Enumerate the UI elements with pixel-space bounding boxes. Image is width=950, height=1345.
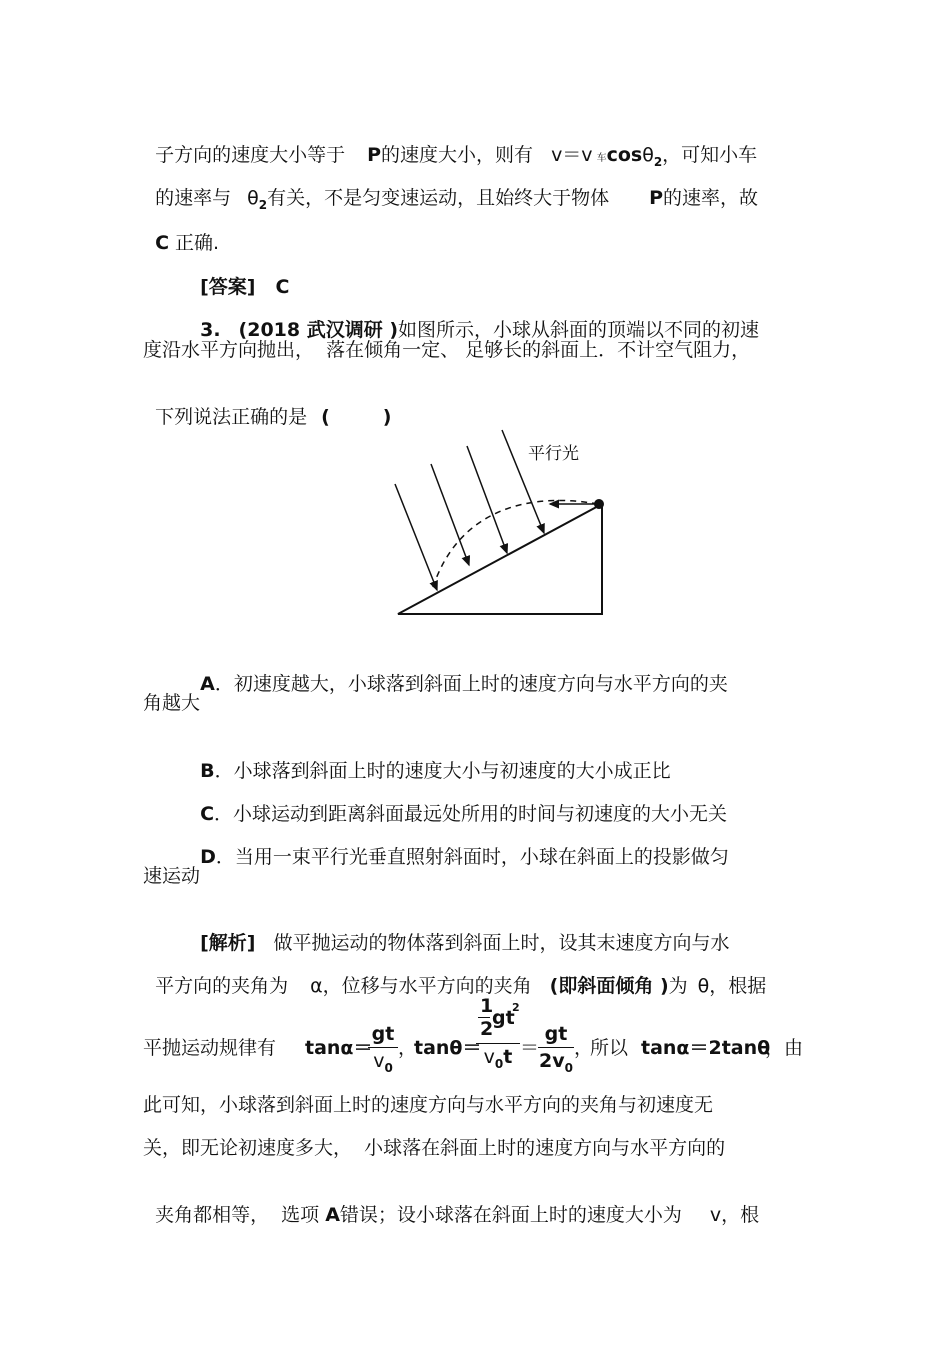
answer-line [188,251,289,299]
option-letter: A [200,673,215,695]
fraction-denominator [476,1045,520,1076]
option-a-line-2: 角越大 [143,692,201,714]
comma: ， [574,1037,594,1059]
option-text: ．小球运动到距离斜面最远处所用的时间与初速度的大小无关 [214,803,728,825]
text-run: 所以 [590,1037,629,1059]
fraction-gt-over-v0 [368,1022,398,1080]
fraction-bar [368,1047,398,1048]
two-v: 2v [539,1050,565,1072]
option-letter: D [200,846,216,868]
var-v: v [373,1050,385,1072]
tan-alpha-eq: tanα＝ [305,1037,373,1059]
option-ref-a: A [325,1204,340,1226]
text-run: 子方向的速度大小等于 [155,144,346,166]
analysis-line-1 [188,907,729,955]
half-denominator: 2 [480,1018,494,1040]
option-a-line-1 [188,648,728,696]
incline-angle-note: (即斜面倾角 ) [549,975,669,997]
fraction-numerator: gt [544,1023,568,1045]
result-equation: tanα＝2tanθ [641,1037,771,1059]
fraction-bar [476,1043,520,1044]
text-run: 的速度大小，则有 [381,144,534,166]
text-run: 下列说法正确的是 [155,406,308,428]
incline-triangle [398,504,602,614]
option-ref-c: C [155,232,170,254]
fraction-denominator [368,1049,398,1080]
fraction-numerator: gt [371,1023,395,1045]
equation-v: v＝v [551,144,593,166]
subscript-car: 车 [596,153,607,164]
formula-intro: 平抛运动规律有 [143,1037,277,1059]
parallel-light-rays [395,430,544,590]
var-v: v [709,1204,722,1226]
text-run: 如图所示，小球从斜面的顶端以不同的初速 [398,319,760,341]
var-v: v [483,1046,495,1068]
var-t: t [503,1046,513,1068]
answer-blank: ( ) [321,406,392,428]
theta-symbol: θ [642,144,654,166]
analysis-line-6 [143,1179,759,1227]
text-run: ，根 [721,1204,760,1226]
fraction-denominator [538,1049,574,1080]
fraction-half-gt2-over-v0t [476,996,520,1076]
text-run: 做平抛运动的物体落到斜面上时，设其末速度方向与水 [273,932,730,954]
theta-symbol: θ [697,975,710,997]
theta-symbol: θ [247,187,259,209]
question-line-3 [143,381,391,429]
incline-figure [380,420,620,630]
question-line-1 [188,294,759,342]
text-run: ，根据 [709,975,767,997]
option-letter: C [200,803,215,825]
variable-p: P [367,144,382,166]
option-b-line [188,735,671,783]
answer-value: C [275,276,290,298]
analysis-label: [解析] [200,932,256,954]
variable-p: P [649,187,664,209]
equals-sign: ＝ [520,1037,540,1059]
question-number: 3. [200,319,221,341]
question-line-2: 度沿水平方向抛出， 落在倾角一定、 足够长的斜面上．不计空气阻力， [143,339,751,361]
half-numerator: 1 [480,995,494,1017]
fraction-gt-over-2v0 [538,1022,574,1080]
text-run: 平方向的夹角为 [155,975,289,997]
option-d-line-2: 速运动 [143,865,201,887]
trajectory-dashed [432,500,598,590]
text-run: ，位移与水平方向的夹角 [322,975,532,997]
tan-theta-eq: tanθ＝ [414,1037,482,1059]
cos-text: cos [606,144,643,166]
subscript-0: 0 [384,1061,393,1075]
subscript-0: 0 [494,1057,504,1071]
text-run: 为 [668,975,688,997]
continuation-line-3 [143,207,219,255]
text-run: 的速率与 [155,187,232,209]
theta-subscript: 2 [653,155,663,169]
option-text: ．当用一束平行光垂直照射斜面时，小球在斜面上的投影做匀 [215,846,729,868]
text-run: 错误；设小球落在斜面上时的速度大小为 [339,1204,682,1226]
continuation-line-2 [143,162,758,217]
analysis-line-5: 关，即无论初速度多大， 小球落在斜面上时的速度方向与水平方向的 [143,1137,726,1159]
option-c-line [188,778,727,826]
comma: ， [398,1037,418,1059]
text-run: ，由 [765,1037,804,1059]
option-text: ．初速度越大，小球落到斜面上时的速度方向与水平方向的夹 [214,673,728,695]
answer-label: [答案] [200,276,256,298]
text-run: 正确. [175,232,220,254]
text-run: 有关，不是匀变速运动，且始终大于物体 [267,187,610,209]
question-source: (2018 武汉调研 ) [238,319,399,341]
analysis-line-2 [143,950,766,998]
fraction-bar [538,1047,574,1048]
text-run: ，可知小车 [662,144,758,166]
text-run: 的速率，故 [663,187,759,209]
subscript-0: 0 [564,1061,573,1075]
theta-subscript: 2 [258,198,268,212]
square-exponent: 2 [512,1001,520,1014]
analysis-line-4: 此可知，小球落到斜面上时的速度方向与水平方向的夹角与初速度无 [143,1094,714,1116]
alpha-symbol: α [310,975,323,997]
option-text: ．小球落到斜面上时的速度大小与初速度的大小成正比 [214,760,671,782]
option-letter: B [200,760,215,782]
parallel-light-label: 平行光 [528,444,579,464]
ball [594,499,604,509]
option-d-line-1 [188,821,729,869]
gt-term: gt [492,1007,515,1029]
text-run: 夹角都相等， 选项 [155,1204,320,1226]
fraction-numerator [476,996,520,1042]
